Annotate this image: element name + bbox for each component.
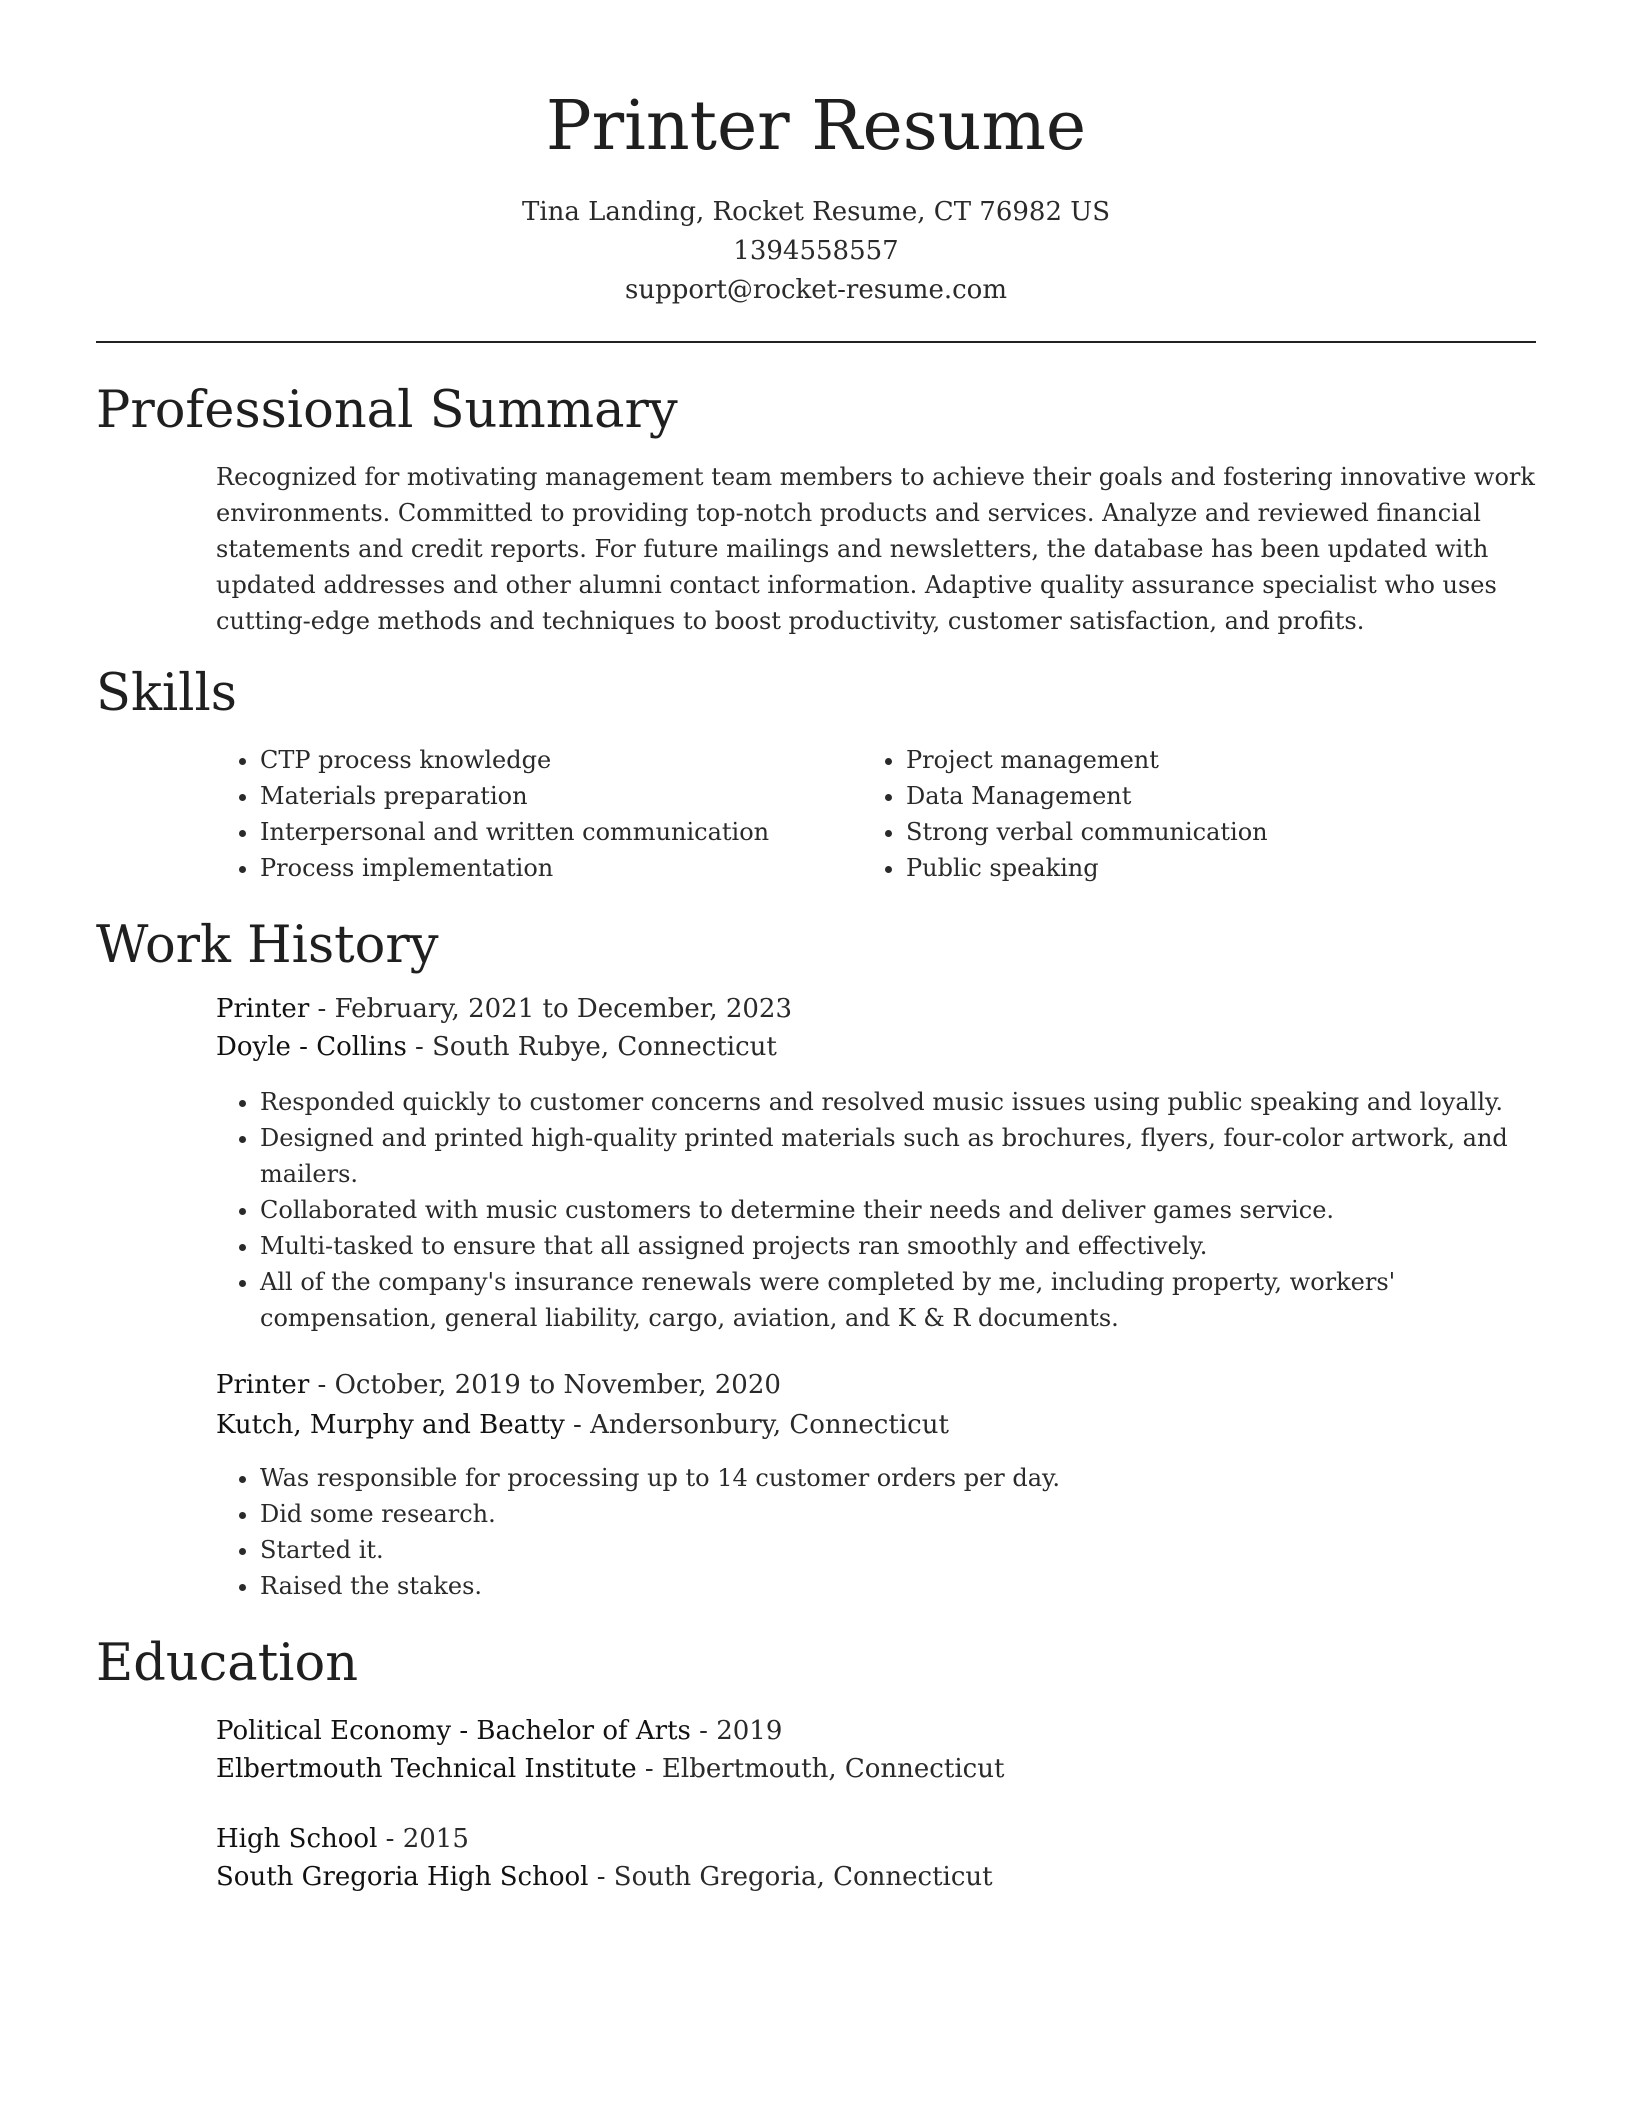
education-heading: Education [96, 1634, 359, 1693]
skill-item: • Public speaking [906, 850, 1268, 886]
education-location: - South Gregoria, Connecticut [588, 1862, 993, 1892]
skills-heading: Skills [96, 664, 237, 723]
education-school: South Gregoria High School [216, 1862, 589, 1892]
job-bullet [260, 1228, 1508, 1264]
summary-heading: Professional Summary [96, 381, 678, 440]
skill-item: • Materials preparation [260, 778, 769, 814]
education-school-line [216, 1750, 1004, 1788]
job-bullet [260, 1120, 1508, 1192]
bullet-text: • Multi-tasked to ensure that all assigned projects ran smoothly and effectively. [260, 1232, 1208, 1260]
job-bullet [260, 1568, 1060, 1604]
summary-line: statements and credit reports. For future mailings and newsletters, the database has been updated with [216, 535, 1489, 563]
bullet-text: • Collaborated with music customers to determine their needs and deliver games service. [260, 1196, 1335, 1224]
bullet-text: • Raised the stakes. [260, 1572, 483, 1600]
contact-block [0, 193, 1632, 310]
header-divider [96, 341, 1536, 343]
job-bullet [260, 1192, 1508, 1228]
job-title-line [216, 1366, 781, 1404]
education-school: Elbertmouth Technical Institute [216, 1754, 637, 1784]
job-company-line [216, 1406, 949, 1444]
education-degree-line [216, 1820, 469, 1858]
work-history-heading: Work History [96, 916, 439, 975]
contact-address: Tina Landing, Rocket Resume, CT 76982 US [521, 197, 1111, 227]
skill-item: • Data Management [906, 778, 1268, 814]
job-bullet [260, 1532, 1060, 1568]
bullet-text: compensation, general liability, cargo, aviation, and K & R documents. [260, 1304, 1119, 1332]
bullet-text: • Responded quickly to customer concerns and resolved music issues using public speaking and loyally. [260, 1088, 1504, 1116]
summary-paragraph [216, 459, 1535, 639]
skill-item: • Process implementation [260, 850, 769, 886]
job-bullet [260, 1460, 1060, 1496]
skills-list-left [216, 742, 769, 886]
job-bullet [260, 1264, 1508, 1336]
job-dates: - October, 2019 to November, 2020 [309, 1370, 781, 1400]
contact-phone: 1394558557 [733, 236, 899, 266]
summary-line: Recognized for motivating management team members to achieve their goals and fostering innovative work [216, 463, 1535, 491]
job-title-line [216, 990, 792, 1028]
education-year: - 2019 [690, 1716, 783, 1746]
education-degree-line [216, 1712, 782, 1750]
job-location: - South Rubye, Connecticut [406, 1032, 777, 1062]
summary-line: cutting-edge methods and techniques to boost productivity, customer satisfaction, and profits. [216, 607, 1365, 635]
skill-item: • CTP process knowledge [260, 742, 769, 778]
job-company: Doyle - Collins [216, 1032, 407, 1062]
job-bullet [260, 1496, 1060, 1532]
summary-line: environments. Committed to providing top-notch products and services. Analyze and reviewed financial [216, 499, 1481, 527]
skill-item: • Project management [906, 742, 1268, 778]
job-bullets [216, 1460, 1060, 1604]
job-company: Kutch, Murphy and Beatty [216, 1410, 565, 1440]
bullet-text: • All of the company's insurance renewals were completed by me, including property, workers' [260, 1268, 1396, 1296]
contact-email: support@rocket-resume.com [624, 275, 1007, 305]
job-title: Printer [216, 1370, 310, 1400]
job-company-line [216, 1028, 777, 1066]
skills-list-right [862, 742, 1268, 886]
bullet-text: • Was responsible for processing up to 14 customer orders per day. [260, 1464, 1061, 1492]
skill-item: • Strong verbal communication [906, 814, 1268, 850]
skill-item: • Interpersonal and written communication [260, 814, 769, 850]
bullet-text: • Designed and printed high-quality printed materials such as brochures, flyers, four-color artwork, and [260, 1124, 1508, 1152]
bullet-text: mailers. [260, 1160, 359, 1188]
resume-title: Printer Resume [545, 87, 1087, 166]
education-year: - 2015 [377, 1824, 469, 1854]
job-dates: - February, 2021 to December, 2023 [309, 994, 793, 1024]
job-bullets [216, 1084, 1508, 1336]
education-location: - Elbertmouth, Connecticut [636, 1754, 1005, 1784]
summary-line: updated addresses and other alumni contact information. Adaptive quality assurance specialist who uses [216, 571, 1497, 599]
bullet-text: • Did some research. [260, 1500, 496, 1528]
education-school-line [216, 1858, 993, 1896]
job-bullet [260, 1084, 1508, 1120]
education-degree: Political Economy - Bachelor of Arts [216, 1716, 691, 1746]
bullet-text: • Started it. [260, 1536, 384, 1564]
job-location: - Andersonbury, Connecticut [564, 1410, 949, 1440]
job-title: Printer [216, 994, 310, 1024]
education-degree: High School [216, 1824, 378, 1854]
